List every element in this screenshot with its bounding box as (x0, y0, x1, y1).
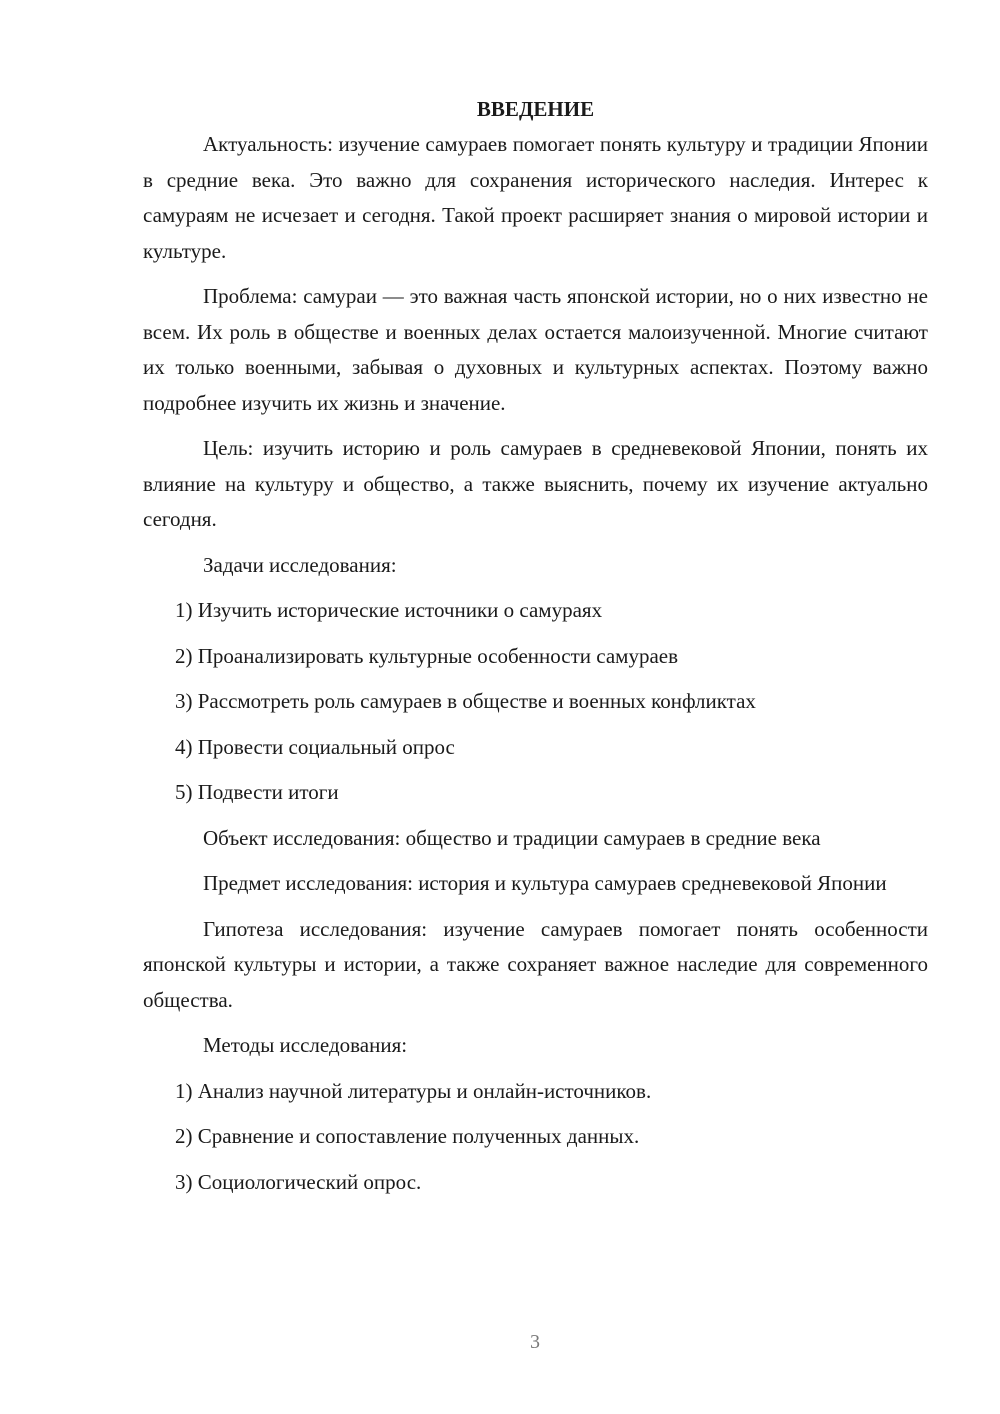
paragraph-gap (143, 1018, 928, 1028)
paragraph-gap (143, 583, 928, 593)
method-item: 2) Сравнение и сопоставление полученных данных. (175, 1124, 640, 1148)
method-item: 1) Анализ научной литературы и онлайн-источников. (175, 1078, 652, 1103)
paragraph-gap (143, 538, 928, 548)
subject-paragraph: Предмет исследования: история и культура самураев средневековой Японии (203, 871, 887, 895)
paragraph-gap (143, 629, 928, 639)
task-item: 2) Проанализировать культурные особенности самураев (175, 643, 679, 668)
document-page (143, 92, 928, 1200)
paragraph-gap (143, 720, 928, 730)
problem-paragraph: Проблема: самураи — это важная часть японской истории, но о них известно не всем. Их роль в обществе и военных делах остается малоизученной. Многие считают их только военными, забывая о духовных и культурных аспектах. Поэтому важно подробнее изучить их жизнь и значение. (143, 284, 928, 415)
tasks-heading: Задачи исследования: (203, 552, 397, 577)
hypothesis-paragraph: Гипотеза исследования: изучение самураев помогает понять особенности японской культуры и истории, а также сохраняет важное наследие для современного общества. (143, 916, 928, 1012)
task-item: 1) Изучить исторические источники о самураях (175, 598, 603, 622)
paragraph-gap (143, 674, 928, 684)
paragraph-gap (143, 811, 928, 821)
paragraph-gap (143, 856, 928, 866)
method-item: 3) Социологический опрос. (175, 1169, 422, 1194)
paragraph-gap (143, 269, 928, 279)
task-item: 4) Провести социальный опрос (175, 734, 455, 759)
task-item: 3) Рассмотреть роль самураев в обществе и военных конфликтах (175, 689, 756, 713)
paragraph-gap (143, 421, 928, 431)
page-number: 3 (530, 1331, 540, 1353)
paragraph-gap (143, 1064, 928, 1074)
methods-heading: Методы исследования: (203, 1033, 408, 1057)
paragraph-gap (143, 765, 928, 775)
task-item: 5) Подвести итоги (175, 780, 339, 804)
paragraph-gap (143, 902, 928, 912)
goal-paragraph: Цель: изучить историю и роль самураев в средневековой Японии, понять их влияние на культуру и общество, а также выяснить, почему их изучение актуально сегодня. (143, 436, 928, 531)
page-title: ВВЕДЕНИЕ (476, 97, 595, 121)
paragraph-gap (143, 1155, 928, 1165)
object-paragraph: Объект исследования: общество и традиции самураев в средние века (203, 825, 821, 850)
relevance-paragraph: Актуальность: изучение самураев помогает понять культуру и традиции Японии в средние века. Это важно для сохранения исторического наследия. Интерес к самураям не исчезает и сегодня. Такой проект расширяет знания о мировой истории и культуре. (143, 132, 928, 263)
paragraph-gap (143, 1109, 928, 1119)
